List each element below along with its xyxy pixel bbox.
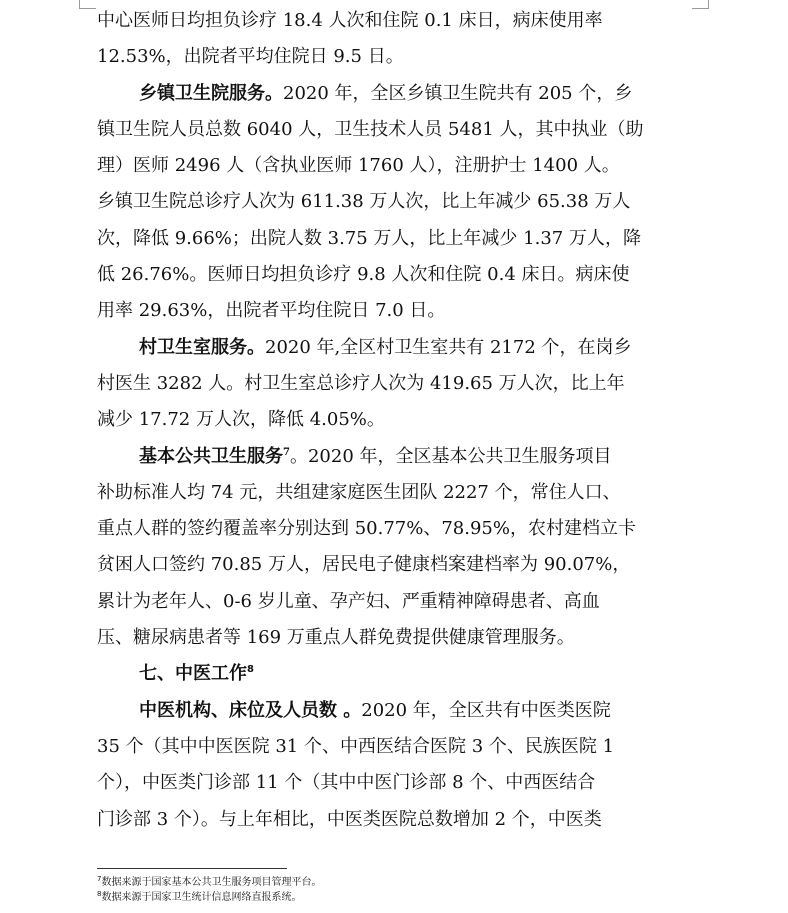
- paragraph-heading: 中医机构、床位及人员数 。: [139, 699, 362, 721]
- text-line: 低 26.76%。医师日均担负诊疗 9.8 人次和住院 0.4 床日。病床使: [97, 264, 630, 286]
- paragraph-heading: 村卫生室服务。: [139, 336, 265, 358]
- footnote-ref: 7: [283, 446, 290, 458]
- paragraph-tcm-institutions: [97, 693, 695, 838]
- footnote-mark: 7: [97, 875, 102, 883]
- text-line: 压、糖尿病患者等 169 万重点人群免费提供健康管理服务。: [97, 627, 575, 649]
- paragraph-hospital-continued: [97, 3, 695, 76]
- paragraph-first-line: [97, 76, 695, 112]
- paragraph-first-line: [97, 693, 695, 729]
- text-line: 重点人群的签约覆盖率分别达到 50.77%、78.95%，农村建档立卡: [97, 518, 636, 540]
- footnote: [97, 890, 697, 905]
- text-line: 中心医师日均担负诊疗 18.4 人次和住院 0.1 床日，病床使用率: [97, 10, 603, 31]
- text-line: 贫困人口签约 70.85 万人，居民电子健康档案建档率为 90.07%，: [97, 554, 631, 576]
- paragraph-heading: 乡镇卫生院服务。: [139, 82, 283, 104]
- footnote-separator: [97, 868, 287, 869]
- paragraph-public-health: [97, 439, 695, 657]
- text-line: 乡镇卫生院总诊疗人次为 611.38 万人次，比上年减少 65.38 万人: [97, 191, 631, 213]
- text-line: 用率 29.63%，出院者平均住院日 7.0 日。: [97, 300, 446, 322]
- text-line: 镇卫生院人员总数 6040 人，卫生技术人员 5481 人，其中执业（助: [97, 118, 644, 140]
- text-line: 个），中医类门诊部 11 个（其中中医门诊部 8 个、中西医结合: [97, 772, 596, 794]
- footnote-text: 数据来源于国家基本公共卫生服务项目管理平台。: [101, 877, 322, 888]
- paragraph-village-clinic: [97, 330, 695, 439]
- text-span: 2020 年，全区共有中医类医院: [361, 699, 611, 721]
- text-line: 补助标准人均 74 元，共组建家庭医生团队 2227 个，常住人口、: [97, 481, 621, 503]
- paragraph-first-line: [97, 439, 695, 475]
- text-span: 2020 年，全区乡镇卫生院共有 205 个，乡: [283, 82, 633, 104]
- section-heading: [97, 656, 695, 692]
- footnote-mark: 8: [97, 890, 102, 898]
- paragraph-first-line: [97, 330, 695, 366]
- paragraph-township-hospital: [97, 76, 695, 330]
- footnote-ref: 8: [247, 664, 254, 676]
- text-line: 累计为老年人、0-6 岁儿童、孕产妇、严重精神障碍患者、高血: [97, 590, 600, 612]
- text-line: 门诊部 3 个）。与上年相比，中医类医院总数增加 2 个，中医类: [97, 808, 602, 830]
- text-line: 35 个（其中中医医院 31 个、中西医结合医院 3 个、民族医院 1: [97, 735, 615, 757]
- text-line: 12.53%，出院者平均住院日 9.5 日。: [97, 46, 404, 68]
- crop-mark-left: [79, 0, 96, 9]
- text-line: 减少 17.72 万人次，降低 4.05%。: [97, 409, 385, 431]
- text-span: 。2020 年，全区基本公共卫生服务项目: [289, 445, 612, 467]
- paragraph-heading: 基本公共卫生服务: [139, 445, 283, 467]
- text-line: 次，降低 9.66%；出院人数 3.75 万人，比上年减少 1.37 万人，降: [97, 227, 641, 249]
- body-text: [97, 3, 695, 838]
- text-line: 村医生 3282 人。村卫生室总诊疗人次为 419.65 万人次，比上年: [97, 372, 625, 394]
- footnote: [97, 875, 697, 890]
- section-title: 七、中医工作: [139, 663, 247, 685]
- text-span: 2020 年,全区村卫生室共有 2172 个，在岗乡: [265, 336, 632, 358]
- footnote-text: 数据来源于国家卫生统计信息网络直报系统。: [101, 892, 302, 903]
- footnotes: [97, 875, 697, 905]
- text-line: 理）医师 2496 人（含执业医师 1760 人），注册护士 1400 人。: [97, 155, 620, 177]
